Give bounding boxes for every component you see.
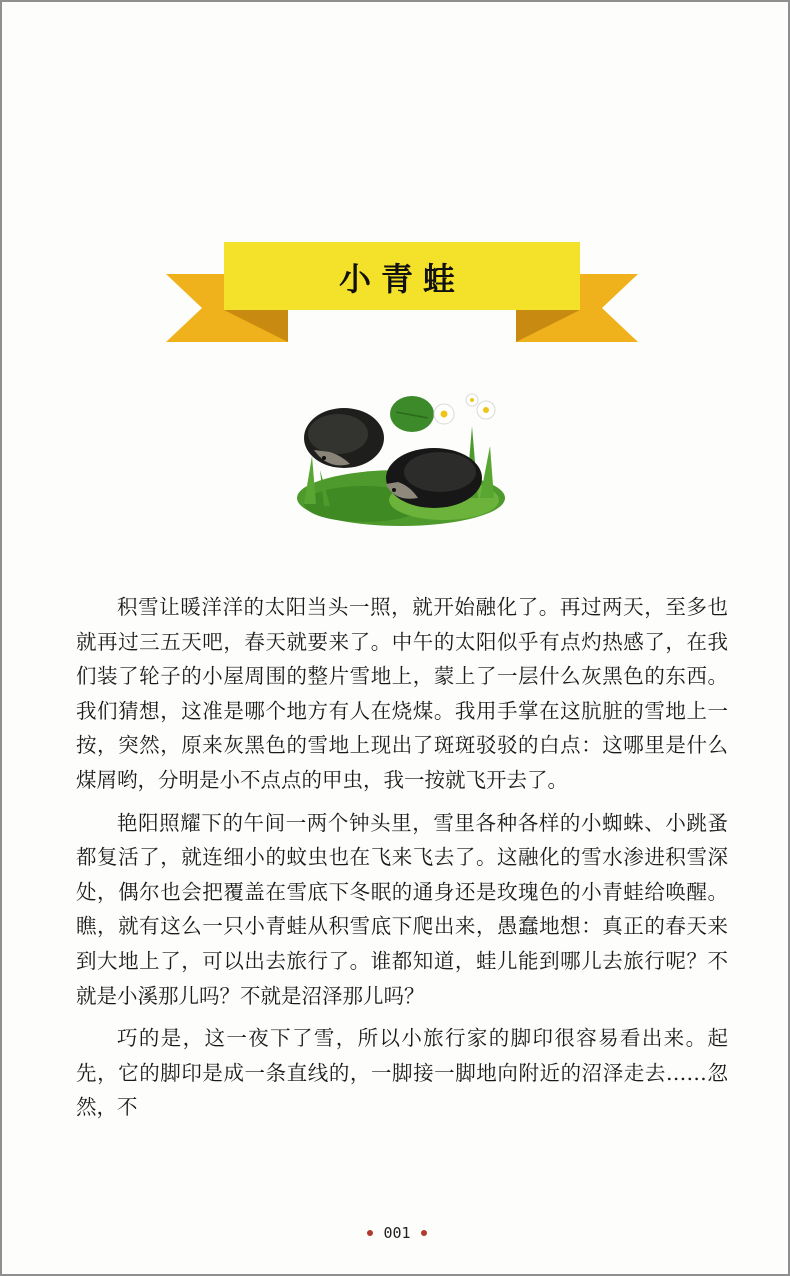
hedgehogs-in-grass-icon [294,386,508,534]
hedgehogs-illustration [294,386,508,534]
chapter-title: 小青蛙 [338,260,465,298]
chapter-title-ribbon [162,240,642,346]
paragraph: 巧的是，这一夜下了雪，所以小旅行家的脚印很容易看出来。起先，它的脚印是成一条直线的，一脚接一脚地向附近的沼泽走去……忽然，不 [76,1026,728,1120]
paragraph: 艳阳照耀下的午间一两个钟头里，雪里各种各样的小蜘蛛、小跳蚤都复活了，就连细小的蚊虫也在飞来飞去了。这融化的雪水渗进积雪深处，偶尔也会把覆盖在雪底下冬眠的通身还是玫瑰色的小青蛙给唤醒。瞧，就有这么一只小青蛙从积雪底下爬出来，愚蠢地想：真正的春天来到大地上了，可以出去旅行了。谁都知道，蛙儿能到哪儿去旅行呢？不就是小溪那儿吗？不就是沼泽那儿吗？ [76,810,728,1008]
page-footer [2,1224,790,1242]
page-number: 001 [383,1224,411,1242]
story-body [76,590,728,1133]
footer-dot-icon [421,1230,427,1236]
paragraph: 积雪让暖洋洋的太阳当头一照，就开始融化了。再过两天，至多也就再过三五天吧，春天就要来了。中午的太阳似乎有点灼热感了，在我们装了轮子的小屋周围的整片雪地上，蒙上了一层什么灰黑色的东西。我们猜想，这准是哪个地方有人在烧煤。我用手掌在这肮脏的雪地上一按，突然，原来灰黑色的雪地上现出了斑斑驳驳的白点：这哪里是什么煤屑哟，分明是小不点点的甲虫，我一按就飞开去了。 [76,595,728,792]
footer-dot-icon [367,1230,373,1236]
